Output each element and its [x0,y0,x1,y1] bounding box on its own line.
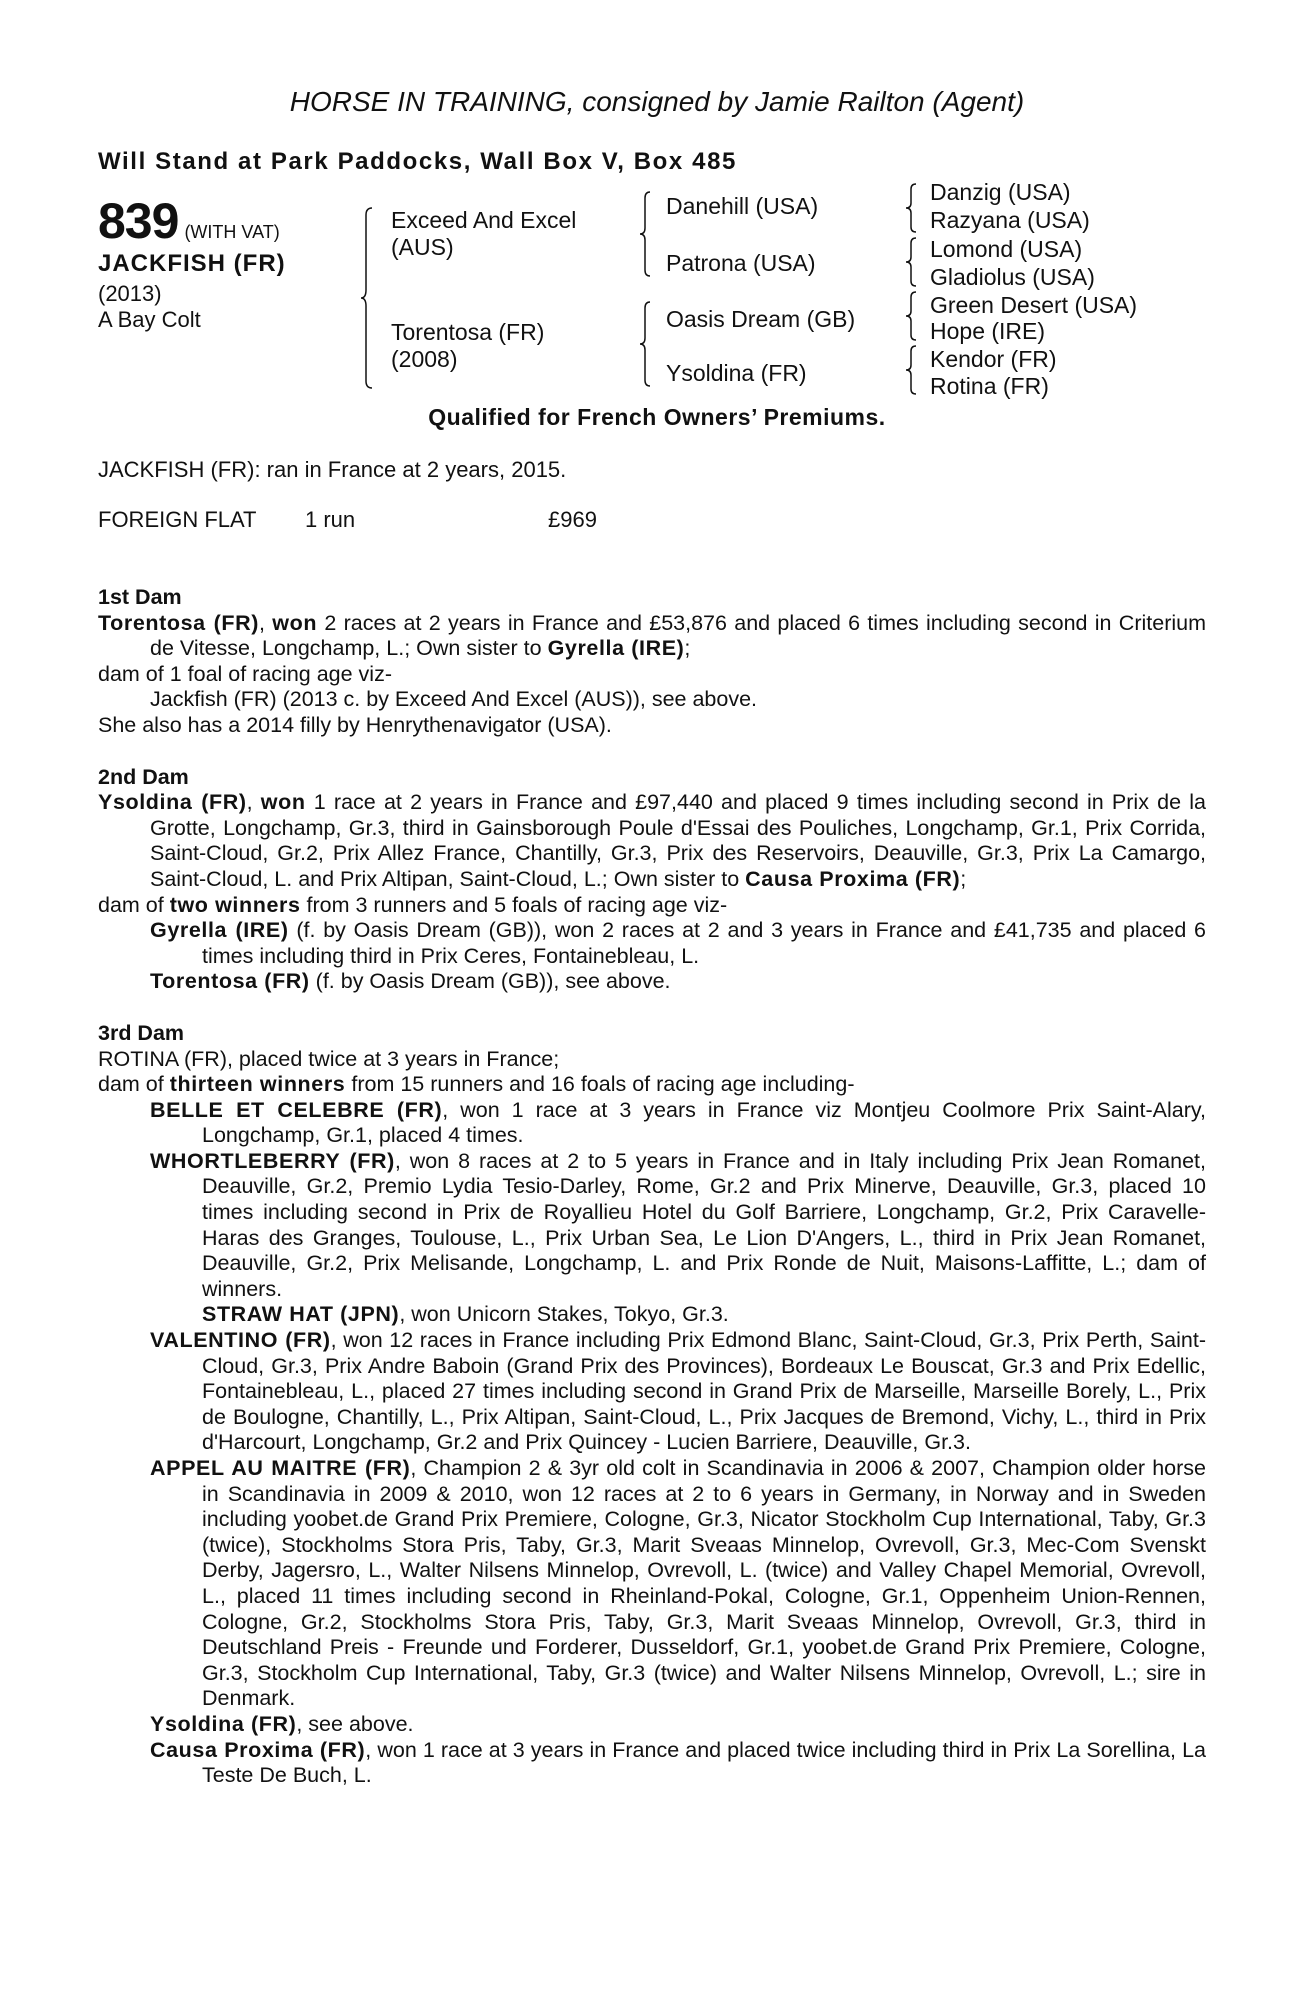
text-run: , third in Deutschland Preis - Freunde und Forderer, Dusseldorf, [202,1609,1206,1660]
bold-text: L. [1065,1404,1084,1429]
bold-text: L. [583,866,602,891]
bold-text: Causa Proxima (FR) [745,866,961,891]
pedigree-sire [391,207,576,261]
dam-record: ROTINA (FR), placed twice at 3 years in France; [98,1046,560,1071]
bold-text: Gr.1 [747,1635,789,1660]
bold-text: Gyrella (IRE) [547,636,685,661]
pedigree-g6: Hope (IRE) [930,318,1046,344]
pedigree-dam-sire: Oasis Dream (GB) [666,306,856,332]
bold-text: Gr.3 [969,1532,1011,1557]
vat-label: (WITH VAT) [184,222,280,242]
lot-heading [98,192,280,250]
bold-text: Torentosa (FR) [98,610,260,635]
text-run: and Prix Edellic, Fontainebleau, [202,1353,1206,1404]
bold-text: L. [1113,1660,1132,1685]
text-run: , Prix Corrida, Saint-Cloud, [150,815,1206,866]
bold-text: won [260,790,306,815]
bold-text: Gr.2 [436,1430,478,1455]
bold-text: Gr.2 [306,1251,348,1276]
text-run: , won 1 race at 3 years in France viz Montjeu Coolmore Prix Saint-Alary, Longchamp, [202,1097,1206,1148]
produce-entry [98,1738,1206,1789]
text-run: ; [960,866,967,891]
pedigree-g2: Razyana (USA) [930,207,1090,233]
produce-intro [98,1072,1206,1098]
text-run: , Stockholm Cup International, Taby, [242,1660,605,1685]
text-run: , placed 11 times including second in Rheinland-Pokal, Cologne, [219,1583,882,1608]
bold-text: Gr.3 [348,815,390,840]
race-record-summary: JACKFISH (FR): ran in France at 2 years, 2015. [98,457,567,482]
dam-record [98,611,1206,662]
horse-year: (2013) [98,281,162,306]
text-run: from 15 runners and 16 foals of racing age including- [345,1072,855,1097]
text-run: ; Own sister to [404,636,548,661]
text-run: , placed 27 times including second in Grand Prix de Marseille, Marseille Borely, [369,1379,1139,1404]
first-dam-section [98,585,1206,739]
bold-text: L. [353,1763,372,1788]
pedigree-g3: Lomond (USA) [930,236,1083,262]
text-run: ; Own sister to [601,866,746,891]
bold-text: Ysoldina (FR) [150,1711,297,1736]
text-run: , Prix de Boulogne, Chantilly, [202,1379,1206,1429]
bold-text: Gr.3 [604,1660,646,1685]
dam-sections [98,585,1206,1815]
text-run: (twice) and Valley Chapel Memorial, Ovrevoll, [757,1558,1206,1583]
pedigree-g5: Green Desert (USA) [930,292,1138,318]
text-run: 2 races at 2 years in France and £53,876 and placed 6 times including second in Criterium de Vitesse, Longchamp, [150,610,1207,661]
bold-text: Causa Proxima (FR) [150,1737,366,1762]
section-title: 3rd Dam [98,1020,185,1045]
bold-text: Gr.3 [682,1302,723,1327]
bold-text: L. [708,1404,727,1429]
bold-text: L. [368,1558,387,1583]
text-run: from 3 runners and 5 foals of racing age viz- [300,892,728,917]
bold-text: L. [202,1583,220,1608]
text-run: (twice) and Walter Nilsens Minnelop, Ovrevoll, [645,1660,1114,1685]
pedigree-sire-sire: Danehill (USA) [666,193,819,219]
text-run: , Prix Perth, Saint-Cloud, [202,1328,1206,1378]
bold-text: Gyrella (IRE) [150,918,289,943]
text-run: 1 race at 2 years in France and £97,440 and placed 9 times including second in Prix de la Grotte, Longchamp, [150,790,1207,840]
foreign-flat-label: FOREIGN FLAT [98,507,257,532]
text-run: , won Unicorn Stakes, Tokyo, [399,1302,683,1327]
produce-entry [98,969,1206,995]
produce-intro: dam of 1 foal of racing age viz- [98,661,392,686]
text-run: , Stockholms Stora Pris, Taby, [341,1609,667,1634]
bold-text: L. [652,1251,671,1276]
bold-text: Gr.3 [202,1660,243,1685]
text-run: and Prix Quincey - Lucien Barriere, Deauville, [477,1430,925,1455]
bold-text: VALENTINO (FR) [150,1328,331,1353]
text-run: , [246,790,261,815]
pedigree-dam [391,319,544,373]
pedigree-g1: Danzig (USA) [930,179,1071,205]
third-dam-section [98,1021,1206,1789]
bold-text: L. [1138,1379,1157,1404]
text-run: , Prix Caravelle-Haras des Granges, Toulouse, [202,1200,1206,1250]
text-run: , Prix Jacques de Bremond, Vichy, [726,1404,1066,1429]
produce-grandchild [98,1302,1206,1328]
bold-text: Gr.3 [1165,1507,1206,1532]
bold-text: BELLE ET CELEBRE (FR) [150,1097,443,1122]
produce-entry [98,1712,1206,1738]
text-run: , third in Gainsborough Poule d'Essai des Pouliches, Longchamp, [389,815,1032,840]
bold-text: L. [274,866,293,891]
produce-intro [98,893,1206,919]
text-run: , placed 10 times including second in Prix de Royallieu Hotel du Golf Barriere, Longchamp, [202,1174,1206,1225]
text-run: , Marit Sveaas Minnelop, Ovrevoll, [707,1609,1076,1634]
bold-text: L. [681,943,700,968]
text-run: , won 8 races at 2 to 5 years in France and in Italy including Prix Jean Romanet, Deauville, [202,1148,1206,1199]
bold-text: WHORTLEBERRY (FR) [150,1148,395,1173]
text-run: , won 12 races in France including Prix Edmond Blanc, Saint-Cloud, [330,1328,989,1353]
pedigree-dam-dam: Ysoldina (FR) [666,360,807,386]
text-run: , see above. [296,1711,414,1736]
lot-number: 839 [98,193,179,249]
text-run: , placed 4 times. [366,1123,524,1148]
text-run: , Prix des Reservoirs, Deauville, [651,841,978,866]
text-run: dam of [98,892,170,917]
bold-text: L. [351,1379,370,1404]
text-run: ; [684,636,691,661]
bold-text: Gr.2 [306,1174,348,1199]
produce-entry [98,1456,1206,1712]
stand-location: Will Stand at Park Paddocks, Wall Box V, Box 485 [98,148,737,175]
bold-text: two winners [169,892,301,917]
produce-entry [98,1328,1206,1456]
section-title: 1st Dam [98,585,182,609]
pedigree-brace-g2 [904,236,920,288]
catalogue-header: HORSE IN TRAINING, consigned by Jamie Railton (Agent) [289,86,1025,117]
bold-text: Gr.3 [977,841,1018,866]
second-dam-section [98,765,1206,995]
bold-text: Gr.3 [697,1507,738,1532]
text-run: , Prix Melisande, Longchamp, [347,1251,653,1276]
bold-text: Gr.3 [1075,1609,1116,1634]
text-run: , Prix Altipan, Saint-Cloud, [448,1404,709,1429]
bold-text: Gr.2 [300,1609,342,1634]
text-run: , Walter Nilsens Minnelop, Ovrevoll, [386,1558,740,1583]
pedigree-brace-dam [638,300,656,388]
pedigree-g8: Rotina (FR) [930,373,1049,399]
bold-text: thirteen winners [169,1072,346,1097]
bold-text: Gr.2 [1004,1200,1046,1225]
text-run: , Nicator Stockholm Cup International, Taby, [737,1507,1166,1532]
text-run: dam of [98,1072,170,1097]
bold-text: Gr.3 [575,1532,617,1557]
bold-text: L. [430,1404,449,1429]
foreign-flat-earnings: £969 [548,507,597,532]
bold-text: L. [899,1225,918,1250]
text-run: ; sire in Denmark. [202,1660,1206,1711]
bold-text: Gr.3 [988,1328,1030,1353]
horse-description: A Bay Colt [98,307,201,332]
text-run: , Mec-Com Svenskt Derby, Jagersro, [202,1532,1206,1583]
bold-text: Gr.3 [924,1430,965,1455]
bold-text: Gr.3 [610,841,652,866]
section-title: 2nd Dam [98,764,189,789]
bold-text: APPEL AU MAITRE (FR) [150,1456,411,1480]
produce-entry [98,918,1206,969]
bold-text: L. [386,636,405,661]
text-run: , Prix La Camargo, Saint-Cloud, [150,841,1207,891]
pedigree-sire-origin: (AUS) [391,234,454,260]
text-run: , Prix Andre Baboin (Grand Prix des Provinces), Bordeaux Le Bouscat, [311,1353,1002,1378]
bold-text: Gr.3 [1051,1174,1093,1199]
text-run: and Prix Minerve, Deauville, [750,1174,1052,1199]
produce-note: She also has a 2014 filly by Henrythenavigator (USA). [98,712,612,737]
bold-text: Gr.3 [1001,1353,1043,1378]
bold-text: Ysoldina (FR) [98,790,247,815]
bold-text: L. [1102,1251,1121,1276]
pedigree-sire-dam: Patrona (USA) [666,250,816,276]
pedigree-g7: Kendor (FR) [930,346,1057,372]
pedigree-sire-name: Exceed And Excel [391,207,577,233]
bold-text: STRAW HAT (JPN) [202,1302,400,1327]
text-run: , Oppenheim Union-Rennen, Cologne, [202,1583,1206,1634]
pedigree-dam-year: (2008) [391,346,458,372]
pedigree-brace-sire [638,190,656,278]
pedigree-brace-main [360,206,380,390]
bold-text: Gr.2 [277,841,318,866]
text-run: , third in Prix d'Harcourt, Longchamp, [202,1404,1206,1455]
bold-text: Gr.1 [326,1123,367,1148]
pedigree-brace-g3 [904,290,920,342]
horse-name: JACKFISH (FR) [98,250,286,277]
dam-record [98,790,1206,892]
bold-text: Gr.3 [666,1609,708,1634]
text-run: (twice), Stockholms Stora Pris, Taby, [202,1532,576,1557]
bold-text: Gr.3 [271,1353,312,1378]
bold-text: Gr.2 [709,1174,751,1199]
text-run: ; dam of winners. [202,1251,1206,1301]
pedigree-brace-g1 [904,182,920,234]
foreign-flat-runs: 1 run [305,507,356,532]
text-run: , third in Prix Jean Romanet, Deauville, [202,1225,1207,1276]
text-run: , [259,610,273,635]
bold-text: Gr.1 [1031,815,1072,840]
text-run: , Prix Urban Sea, Le Lion D'Angers, [529,1225,900,1250]
bold-text: won [272,610,318,635]
text-run: . [722,1302,729,1327]
produce-entry [98,1098,1206,1149]
bold-text: Gr.1 [881,1583,923,1608]
produce-entry: Jackfish (FR) (2013 c. by Exceed And Excel (AUS)), see above. [150,687,758,712]
text-run: , Premio Lydia Tesio-Darley, Rome, [347,1174,710,1199]
text-run: and Prix Altipan, Saint-Cloud, [292,866,584,891]
bold-text: Torentosa (FR) [150,969,310,994]
text-run: , Champion 2 & 3yr old colt in Scandinavia in 2006 & 2007, Champion older horse in Scandinavia in 2009 & 2010, won 12 races at 2 to 6 years in Germany, in Norway and in Sweden including yoobet.de Grand Prix Premiere, Cologne, [202,1456,1206,1532]
text-run: (f. by Oasis Dream (GB)), won 2 races at 2 and 3 years in France and £41,735 and placed 6 times including third in Prix Ceres, Fontainebleau, [202,918,1207,968]
text-run: , Marit Sveaas Minnelop, Ovrevoll, [616,1532,970,1557]
text-run: (f. by Oasis Dream (GB)), see above. [309,969,671,994]
pedigree-brace-g4 [904,344,920,396]
produce-entry [98,1149,1206,1303]
text-run: , yoobet.de Grand Prix Premiere, Cologne, [788,1635,1206,1660]
text-run: . [964,1430,971,1455]
text-run: and Prix Ronde de Nuit, Maisons-Laffitte, [670,1251,1103,1276]
text-run: , won 1 race at 3 years in France and placed twice including third in Prix La Sorellina, La Teste De Buch, [202,1737,1206,1788]
premiums-note: Qualified for French Owners’ Premiums. [428,404,886,430]
bold-text: L. [739,1558,758,1583]
bold-text: L. [511,1225,530,1250]
pedigree-dam-name: Torentosa (FR) [391,319,545,345]
text-run: , Prix Allez France, Chantilly, [317,841,611,866]
pedigree-g4: Gladiolus (USA) [930,264,1095,290]
